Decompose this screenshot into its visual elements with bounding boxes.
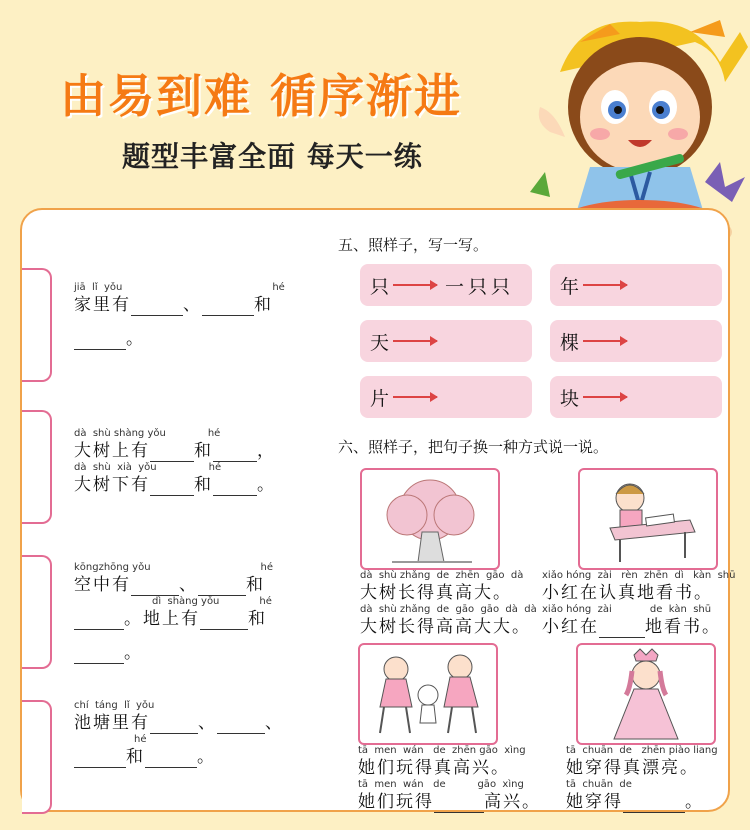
exercise-pill[interactable] — [360, 320, 532, 362]
pinyin: dà shù xià yǒu — [74, 462, 157, 473]
answer-blank[interactable] — [599, 619, 645, 638]
example-pill — [360, 264, 532, 306]
example-sentence: 大树长得真高大。 — [360, 583, 512, 603]
playing-girls-icon — [360, 645, 496, 743]
question-text: 家里有 — [74, 295, 131, 315]
answer-blank[interactable] — [74, 749, 126, 768]
period: 。 — [197, 747, 216, 767]
pinyin: hé — [208, 462, 222, 473]
pill-word: 只 — [370, 275, 390, 298]
picture-tab — [22, 410, 52, 524]
pinyin: tā men wán de gāo xìng — [358, 779, 524, 790]
conjunction: 和 — [254, 295, 273, 315]
pinyin: dà shù zhǎng de gāo gāo dà dà — [360, 604, 537, 615]
answer-blank[interactable] — [213, 477, 257, 496]
worksheet-page — [20, 208, 736, 812]
picture-tab — [22, 268, 52, 382]
sentence-start: 小红在 — [542, 617, 599, 637]
exercise-pill[interactable] — [360, 376, 532, 418]
pill-word: 片 — [370, 387, 390, 410]
conjunction: 和 — [194, 441, 213, 461]
conjunction: 和 — [126, 747, 145, 767]
section5-title: 五、照样子，写一写。 — [338, 236, 489, 254]
pinyin: hé — [259, 596, 272, 607]
pinyin: xiǎo hóng zài de kàn shū — [542, 604, 712, 615]
conjunction: 和 — [246, 575, 265, 595]
pinyin: chí táng lǐ yǒu — [74, 700, 155, 711]
caption-reading — [542, 570, 735, 638]
answer-blank[interactable] — [202, 297, 254, 316]
separator: 、 — [179, 575, 198, 595]
question-sky — [74, 562, 273, 664]
pinyin: hé — [207, 428, 221, 439]
caption-playing — [358, 745, 541, 813]
question-text: 大树上有 — [74, 441, 150, 461]
question-text: 地上有 — [143, 609, 200, 629]
princess-icon — [578, 645, 714, 743]
reading-girl-icon — [580, 470, 716, 568]
separator: 、 — [198, 713, 217, 733]
answer-blank[interactable] — [150, 477, 194, 496]
arrow-icon — [583, 284, 627, 286]
sentence-end: 。 — [685, 792, 704, 812]
pinyin: tā chuān de zhēn piào liang — [566, 745, 718, 756]
conjunction: 和 — [194, 475, 213, 495]
comma: ， — [257, 441, 276, 461]
pinyin: hé — [272, 282, 285, 293]
separator: 、 — [183, 295, 202, 315]
answer-blank[interactable] — [131, 577, 179, 596]
answer-blank[interactable] — [74, 331, 126, 350]
sentence-start: 她们玩得 — [358, 792, 434, 812]
period: 。 — [257, 475, 276, 495]
answer-blank[interactable] — [198, 577, 246, 596]
picture-tab — [22, 700, 52, 814]
example-sentence: 她们玩得真高兴。 — [358, 758, 510, 778]
period: 。 — [124, 643, 143, 663]
sentence-end: 地看书。 — [645, 617, 721, 637]
pinyin: dì shàng yǒu — [152, 596, 220, 607]
pill-word: 天 — [370, 331, 390, 354]
answer-blank[interactable] — [145, 749, 197, 768]
pill-word: 块 — [560, 387, 580, 410]
hero-subtitle: 题型丰富全面 每天一练 — [122, 140, 423, 173]
example-sentence: 小红在认真地看书。 — [542, 583, 713, 603]
arrow-icon — [393, 284, 437, 286]
section6-title: 六、照样子，把句子换一种方式说一说。 — [338, 438, 609, 456]
answer-blank[interactable] — [217, 715, 265, 734]
arrow-icon — [583, 396, 627, 398]
pinyin: hé — [260, 562, 274, 573]
hero-title: 由易到难 循序渐进 — [60, 69, 463, 123]
princess-picture — [576, 643, 716, 745]
question-home — [74, 282, 285, 350]
answer-blank[interactable] — [200, 611, 248, 630]
answer-blank[interactable] — [623, 794, 685, 813]
pinyin: jiā lǐ yǒu — [74, 282, 123, 293]
arrow-icon — [393, 340, 437, 342]
question-tree — [74, 428, 276, 496]
exercise-pill[interactable] — [550, 264, 722, 306]
answer-blank[interactable] — [150, 715, 198, 734]
reading-girl-picture — [578, 468, 718, 570]
pinyin: kōngzhōng yǒu — [74, 562, 151, 573]
picture-tab — [22, 555, 52, 669]
pinyin: tā men wán de zhēn gāo xìng — [358, 745, 526, 756]
answer-blank[interactable] — [74, 645, 124, 664]
pill-answer: 一只只 — [445, 275, 515, 298]
sentence-end: 高兴。 — [484, 792, 541, 812]
tree-picture — [360, 468, 500, 570]
answer-blank[interactable] — [74, 611, 124, 630]
conjunction: 和 — [248, 609, 267, 629]
caption-tree — [360, 570, 537, 638]
answer-blank[interactable] — [150, 443, 194, 462]
playing-girls-picture — [358, 643, 498, 745]
question-pond — [74, 700, 284, 768]
caption-princess — [566, 745, 718, 813]
arrow-icon — [583, 340, 627, 342]
question-text: 空中有 — [74, 575, 131, 595]
answer-blank[interactable] — [434, 794, 484, 813]
arrow-icon — [393, 396, 437, 398]
pinyin: tā chuān de — [566, 779, 632, 790]
exercise-pill[interactable] — [550, 376, 722, 418]
tree-icon — [362, 470, 498, 568]
pinyin: xiǎo hóng zài rèn zhēn dì kàn shū — [542, 570, 736, 581]
question-text: 池塘里有 — [74, 713, 150, 733]
separator: 、 — [265, 713, 284, 733]
period: 。 — [126, 329, 145, 349]
period: 。 — [124, 609, 143, 629]
pinyin: dà shù shàng yǒu — [74, 428, 166, 439]
answer-blank[interactable] — [213, 443, 257, 462]
answer-blank[interactable] — [131, 297, 183, 316]
pill-word: 年 — [560, 275, 580, 298]
exercise-pill[interactable] — [550, 320, 722, 362]
question-text: 大树下有 — [74, 475, 150, 495]
example-sentence: 她穿得真漂亮。 — [566, 758, 699, 778]
pill-word: 棵 — [560, 331, 580, 354]
rewritten-sentence: 大树长得高高大大。 — [360, 617, 531, 637]
pinyin: dà shù zhǎng de zhēn gāo dà — [360, 570, 524, 581]
pinyin: hé — [134, 734, 147, 745]
sentence-start: 她穿得 — [566, 792, 623, 812]
